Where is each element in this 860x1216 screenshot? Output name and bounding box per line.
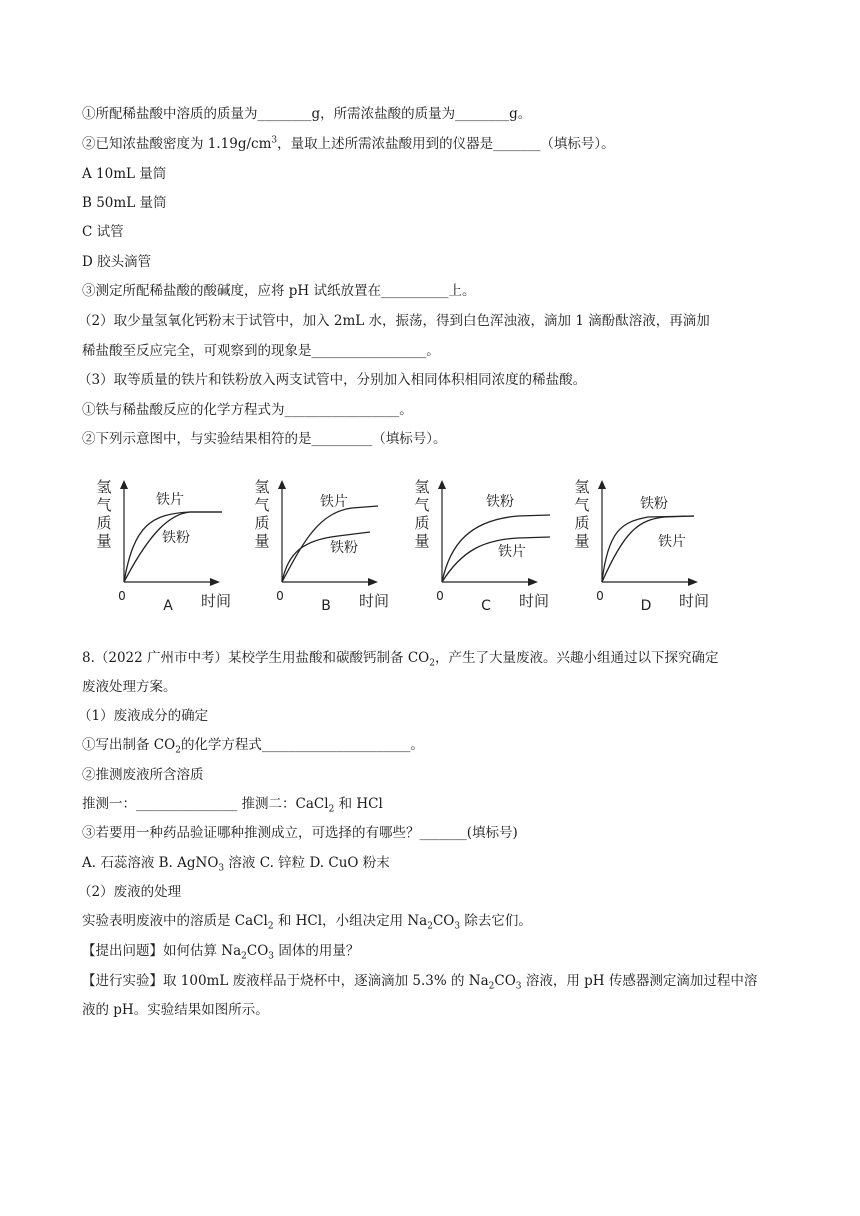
q8-question: 【提出问题】如何估算 $Na_2CO_3$ 固体的用量？	[82, 943, 360, 962]
x-axis-arrow	[368, 578, 378, 586]
q8-options: A. 石蕊溶液 B. AgNO$_3$ 溶液 C. 锌粒 D. CuO 粉末	[82, 855, 390, 874]
q8-experiment-line1: 【进行实验】取 100mL 废液样品于烧杯中，逐滴滴加 5.3% 的 $Na_2CO_3$ 溶液，用 pH 传感器测定滴加过程中溶	[82, 973, 758, 992]
chart-a	[90, 462, 250, 622]
chart-svg	[90, 462, 250, 622]
x-axis-arrow	[688, 578, 698, 586]
q8-part2-line1: 实验表明废液中的溶质是 CaCl$_2$ 和 HCl，小组决定用 $Na_2CO_3$ 除去它们。	[82, 913, 532, 932]
chart-svg	[408, 462, 568, 622]
curve-upper	[442, 515, 550, 582]
y-axis-label-char: 质	[414, 514, 430, 532]
y-axis-label-char: 质	[574, 514, 590, 532]
curve-label-lower: 铁片	[498, 544, 526, 560]
x-axis-label: 时间	[200, 592, 232, 610]
q8-part2-heading: （2）废液的处理	[78, 884, 182, 900]
y-axis-label-char: 气	[414, 496, 430, 514]
y-axis-label-char: 量	[574, 532, 590, 550]
y-axis-arrow	[598, 480, 606, 489]
y-axis-arrow	[278, 480, 286, 489]
q8-line1: 8.（2022 广州市中考）某校学生用盐酸和碳酸钙制备 $CO_2$，产生了大量废液。兴趣小组通过以下探究确定	[82, 650, 719, 669]
y-axis-label-char: 气	[96, 496, 112, 514]
chart-d	[568, 462, 728, 622]
q7-sub3-line: ③测定所配稀盐酸的酸碱度，应将 pH 试纸放置在__________上。	[82, 283, 476, 299]
curve-label-upper: 铁片	[156, 492, 184, 508]
curve-label-lower: 铁粉	[162, 530, 190, 546]
y-axis-label-char: 量	[414, 532, 430, 550]
curve-lower	[124, 512, 222, 582]
y-axis-label-char: 氢	[414, 478, 430, 496]
y-axis-label-char: 质	[96, 514, 112, 532]
y-axis-label-char: 氢	[96, 478, 112, 496]
y-axis-label-char: 气	[254, 496, 270, 514]
q8-experiment-line2: 液的 pH。实验结果如图所示。	[82, 1002, 269, 1018]
q8-guesses: 推测一：_______________ 推测二：CaCl$_2$ 和 HCl	[82, 796, 383, 815]
q7-part3-sub2: ②下列示意图中，与实验结果相符的是_________（填标号）。	[82, 431, 447, 447]
x-axis-label: 时间	[518, 592, 550, 610]
option-c: C 试管	[82, 224, 124, 240]
chart-svg	[568, 462, 728, 622]
origin-label: 0	[596, 589, 604, 603]
x-axis-label: 时间	[678, 592, 710, 610]
chart-letter: D	[640, 598, 652, 614]
x-axis-label: 时间	[358, 592, 390, 610]
x-axis-arrow	[210, 578, 220, 586]
y-axis-label-char: 氢	[574, 478, 590, 496]
q7-part2-line2: 稀盐酸至反应完全，可观察到的现象是_________________。	[82, 343, 440, 359]
curve-label-upper: 铁粉	[640, 496, 668, 512]
chart-letter: B	[321, 598, 331, 614]
chart-b	[248, 462, 408, 622]
y-axis-label-char: 气	[574, 496, 590, 514]
chart-letter: C	[481, 598, 491, 614]
q8-part1-heading: （1）废液成分的确定	[78, 708, 209, 724]
q8-part1-sub1: ①写出制备 $CO_2$的化学方程式______________________。	[82, 737, 424, 756]
q7-part3-line: （3）取等质量的铁片和铁粉放入两支试管中，分别加入相同体积相同浓度的稀盐酸。	[78, 372, 587, 388]
curve-label-upper: 铁片	[320, 494, 348, 510]
chart-svg	[248, 462, 408, 622]
q8-line2: 废液处理方案。	[82, 679, 177, 695]
q8-part1-sub3: ③若要用一种药品验证哪种推测成立，可选择的有哪些？_______(填标号)	[82, 825, 518, 841]
q8-part1-sub2: ②推测废液所含溶质	[82, 767, 204, 783]
curve-label-lower: 铁片	[658, 534, 686, 550]
hydrogen-mass-charts	[90, 462, 730, 622]
option-d: D 胶头滴管	[82, 254, 152, 270]
y-axis-arrow	[120, 480, 128, 489]
option-b: B 50mL 量筒	[82, 195, 167, 211]
q7-part3-sub1: ①铁与稀盐酸反应的化学方程式为_________________。	[82, 402, 413, 418]
q7-part2-line1: （2）取少量氢氧化钙粉末于试管中，加入 2mL 水，振荡，得到白色浑浊液，滴加 1 滴酚酞溶液，再滴加	[78, 313, 710, 329]
chart-letter: A	[163, 598, 173, 614]
y-axis-arrow	[438, 480, 446, 489]
curve-label-upper: 铁粉	[486, 494, 514, 510]
chart-c	[408, 462, 568, 622]
curve-upper	[124, 512, 222, 582]
y-axis-label-char: 量	[254, 532, 270, 550]
origin-label: 0	[118, 589, 126, 603]
y-axis-label-char: 氢	[254, 478, 270, 496]
q7-sub2-line: ②已知浓盐酸密度为 $1.19g/cm^3$，量取上述所需浓盐酸用到的仪器是_______（填标号）。	[82, 135, 615, 152]
curve-label-lower: 铁粉	[330, 540, 358, 556]
q7-sub1-line: ①所配稀盐酸中溶质的质量为________g，所需浓盐酸的质量为________g。	[82, 106, 532, 122]
y-axis-label-char: 量	[96, 532, 112, 550]
origin-label: 0	[436, 589, 444, 603]
y-axis-label-char: 质	[254, 514, 270, 532]
x-axis-arrow	[528, 578, 538, 586]
option-a: A 10mL 量筒	[82, 166, 167, 182]
origin-label: 0	[276, 589, 284, 603]
